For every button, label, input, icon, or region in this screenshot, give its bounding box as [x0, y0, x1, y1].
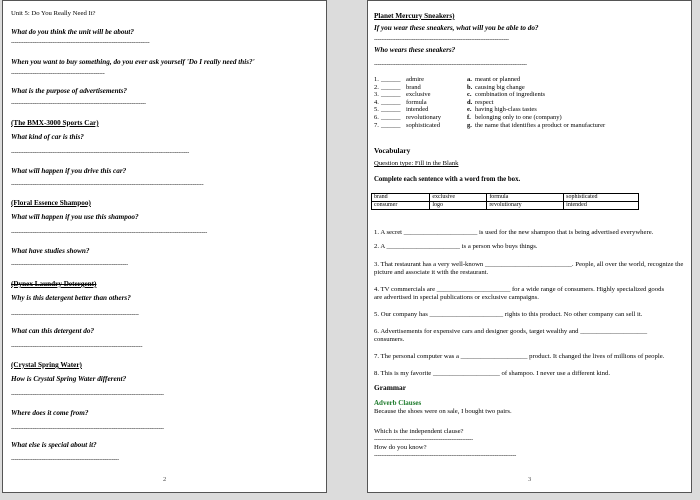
adverb-clauses-heading: Adverb Clauses — [374, 399, 422, 407]
word-box-cell: brand — [372, 194, 430, 202]
matching-letter: f. — [467, 113, 471, 121]
answer-line[interactable]: ------------------------------------------------------- — [374, 437, 473, 443]
sentence-5-start: 5. Our company has — [374, 311, 428, 318]
matching-row — [374, 76, 674, 84]
section-planet-sneakers: Planet Mercury Sneakers) — [374, 12, 455, 20]
question-4: What kind of car is this? — [11, 133, 84, 141]
matching-word: revolutionary — [406, 113, 442, 121]
word-box-cell: formula — [487, 194, 564, 202]
question-9: What can this detergent do? — [11, 327, 95, 335]
blank[interactable]: ____________________ — [432, 370, 500, 377]
answer-line[interactable]: ------------------------------------------------------------------------------------- — [11, 392, 164, 398]
sentence-3-cont: picture and associate it with the restaurant. — [374, 269, 489, 276]
word-box-cell: exclusive — [430, 194, 487, 202]
matching-word: formula — [406, 98, 427, 106]
answer-line[interactable]: --------------------------------------------------------------------------- — [11, 101, 146, 107]
sentence-4-start: 4. TV commercials are — [374, 286, 436, 293]
sentence-2-start: 2. A — [374, 243, 385, 250]
matching-word: admire — [406, 76, 425, 83]
word-box-cell: consumer — [372, 202, 430, 210]
matching-word: sophisticated — [406, 121, 440, 129]
matching-row — [374, 84, 674, 92]
blank[interactable]: ____________________ — [460, 353, 528, 360]
answer-line[interactable]: ----------------------------------------------------------------- — [11, 262, 128, 268]
matching-word: exclusive — [406, 91, 431, 99]
question-1: What do you think the unit will be about? — [11, 28, 135, 36]
word-box — [371, 193, 639, 210]
sentence-8-end: of shampoo. I never use a different kind. — [501, 370, 611, 377]
matching-letter: e. — [467, 106, 472, 114]
matching-number[interactable]: 5. — [374, 106, 379, 114]
page-number: 2 — [163, 476, 167, 483]
question-11: Where does it come from? — [11, 409, 89, 417]
matching-letter: g. — [467, 121, 472, 129]
matching-letter: a. — [467, 76, 472, 83]
matching-letter: c. — [467, 91, 472, 99]
sentence-1 — [374, 229, 653, 236]
question-6: What will happen if you use this shampoo? — [11, 213, 139, 221]
answer-line[interactable]: ------------------------------------------------------------------------------------------------------------- — [11, 230, 207, 236]
matching-definition: the name that identifies a product or manufacturer — [475, 121, 606, 129]
sentence-8-start: 8. This is my favorite — [374, 370, 432, 377]
answer-line[interactable]: ---------------------------------------------------- — [11, 71, 105, 77]
question-10: How is Crystal Spring Water different? — [11, 375, 127, 383]
matching-blank[interactable]: ______ — [381, 83, 401, 91]
answer-line[interactable]: --------------------------------------------------------------------------- — [374, 37, 509, 43]
sentence-4-end: for a wide range of consumers. Highly specialized goods — [511, 286, 665, 293]
blank[interactable]: ______________________ — [386, 243, 461, 250]
matching-blank[interactable]: ______ — [381, 76, 401, 83]
instruction: Complete each sentence with a word from the box. — [374, 176, 521, 183]
matching-list — [374, 76, 674, 129]
question-8: Why is this detergent better than others? — [11, 294, 131, 302]
sentence-7 — [374, 353, 664, 360]
section-bmx-car: (The BMX-3000 Sports Car) — [11, 119, 99, 127]
sentence-1-end: is used for the new shampoo that is being advertised everywhere. — [478, 229, 654, 236]
sentence-6-start: 6. Advertisements for expensive cars and designer goods, target wealthy and — [374, 328, 579, 335]
matching-blank[interactable]: ______ — [381, 121, 401, 129]
matching-word: brand — [406, 83, 421, 91]
sentence-6 — [374, 328, 647, 335]
answer-line[interactable]: ------------------------------------------------------------------------------------- — [11, 426, 164, 432]
adverb-example: Because the shoes were on sale, I bought two pairs. — [374, 408, 512, 415]
answer-line[interactable]: ----------------------------------------------------------------------------- — [11, 40, 150, 46]
page-number: 3 — [528, 476, 532, 483]
matching-blank[interactable]: ______ — [381, 113, 401, 121]
question-sneakers-1: If you wear these sneakers, what will you be able to do? — [374, 24, 539, 32]
unit-title: Unit 5: Do You Really Need It? — [11, 10, 96, 17]
answer-line[interactable]: ------------------------------------------------------------------------------------- — [374, 62, 527, 68]
matching-blank[interactable]: ______ — [381, 91, 401, 99]
matching-definition: respect — [475, 98, 494, 106]
matching-blank[interactable]: ______ — [381, 106, 401, 114]
matching-number[interactable]: 7. — [374, 121, 379, 129]
sentence-2 — [374, 243, 537, 250]
page-3 — [367, 0, 692, 493]
matching-number[interactable]: 3. — [374, 91, 379, 99]
answer-line[interactable]: --------------------------------------------------------------------------------------------------- — [11, 150, 190, 156]
matching-number[interactable]: 2. — [374, 83, 379, 91]
matching-definition: meant or planned — [475, 76, 521, 83]
sentence-6-cont: consumers. — [374, 336, 405, 343]
sentence-3-start: 3. That restaurant has a very well-known — [374, 261, 484, 268]
grammar-heading: Grammar — [374, 383, 407, 392]
matching-word: intended — [406, 106, 429, 114]
sentence-3-mid: . People, all over the world, recognize the — [571, 261, 684, 268]
matching-letter: b. — [467, 83, 473, 91]
word-box-cell: intended — [564, 202, 639, 210]
blank[interactable]: ______________________ — [403, 229, 478, 236]
blank[interactable]: __________________________ — [484, 261, 572, 268]
sentence-5-end: rights to this product. No other company can sell it. — [504, 311, 643, 318]
matching-blank[interactable]: ______ — [381, 98, 401, 106]
vocabulary-heading: Vocabulary — [374, 146, 411, 155]
answer-line[interactable]: ------------------------------------------------------------ — [11, 457, 119, 463]
sentence-3 — [374, 261, 683, 268]
sentence-4-cont: are advertised in special publications or exclusive campaigns. — [374, 294, 539, 301]
matching-number[interactable]: 1. — [374, 76, 379, 83]
section-floral-shampoo: (Floral Essence Shampoo) — [11, 199, 91, 207]
word-box-cell: sophisticated — [564, 194, 639, 202]
word-box-row — [372, 194, 639, 202]
answer-line[interactable]: ----------------------------------------------------------------------------------------------------------- — [11, 182, 204, 188]
word-box-cell: logo — [430, 202, 487, 210]
matching-definition: having high-class tastes — [475, 106, 537, 114]
question-5: What will happen if you drive this car? — [11, 167, 127, 175]
sentence-4 — [374, 286, 664, 293]
word-box-cell: revolutionary — [487, 202, 564, 210]
question-7: What have studies shown? — [11, 247, 90, 255]
matching-row — [374, 91, 674, 99]
sentence-7-start: 7. The personal computer was a — [374, 353, 459, 360]
section-dynex-detergent-text: (Dynex Laundry Detergent) — [11, 280, 97, 288]
section-crystal-water: (Crystal Spring Water) — [11, 361, 82, 369]
matching-definition: belonging only to one (company) — [475, 113, 562, 121]
matching-number[interactable]: 6. — [374, 113, 379, 121]
matching-row — [374, 114, 674, 122]
matching-row — [374, 122, 674, 130]
answer-line[interactable]: ------------------------------------------------------------------------- — [11, 344, 143, 350]
matching-row — [374, 106, 674, 114]
question-12: What else is special about it? — [11, 441, 97, 449]
adverb-question-1: Which is the independent clause? — [374, 428, 464, 435]
matching-number[interactable]: 4. — [374, 98, 379, 106]
matching-letter: d. — [467, 98, 473, 106]
sentence-8 — [374, 370, 610, 377]
answer-line[interactable]: ----------------------------------------------------------------------- — [11, 312, 139, 318]
question-type: Question type: Fill in the Blank — [374, 160, 459, 167]
answer-line[interactable]: ------------------------------------------------------------------------------- — [374, 453, 517, 459]
sentence-2-end: is a person who buys things. — [461, 243, 538, 250]
matching-row — [374, 99, 674, 107]
matching-definition: combination of ingredients — [475, 91, 546, 99]
page-2 — [2, 0, 327, 493]
blank[interactable]: ______________________ — [429, 311, 504, 318]
blank[interactable]: ____________________ — [580, 328, 648, 335]
section-dynex-detergent — [11, 280, 96, 288]
sentence-5 — [374, 311, 642, 318]
question-sneakers-2: Who wears these sneakers? — [374, 46, 456, 54]
sentence-7-end: product. It changed the lives of millions of people. — [529, 353, 665, 360]
question-3: What is the purpose of advertisements? — [11, 87, 128, 95]
question-2: When you want to buy something, do you ever ask yourself 'Do I really need this?' — [11, 58, 255, 66]
adverb-question-2: How do you know? — [374, 444, 427, 451]
matching-definition: causing big change — [475, 83, 525, 91]
sentence-1-start: 1. A secret — [374, 229, 403, 236]
word-box-row — [372, 202, 639, 210]
blank[interactable]: ______________________ — [436, 286, 511, 293]
